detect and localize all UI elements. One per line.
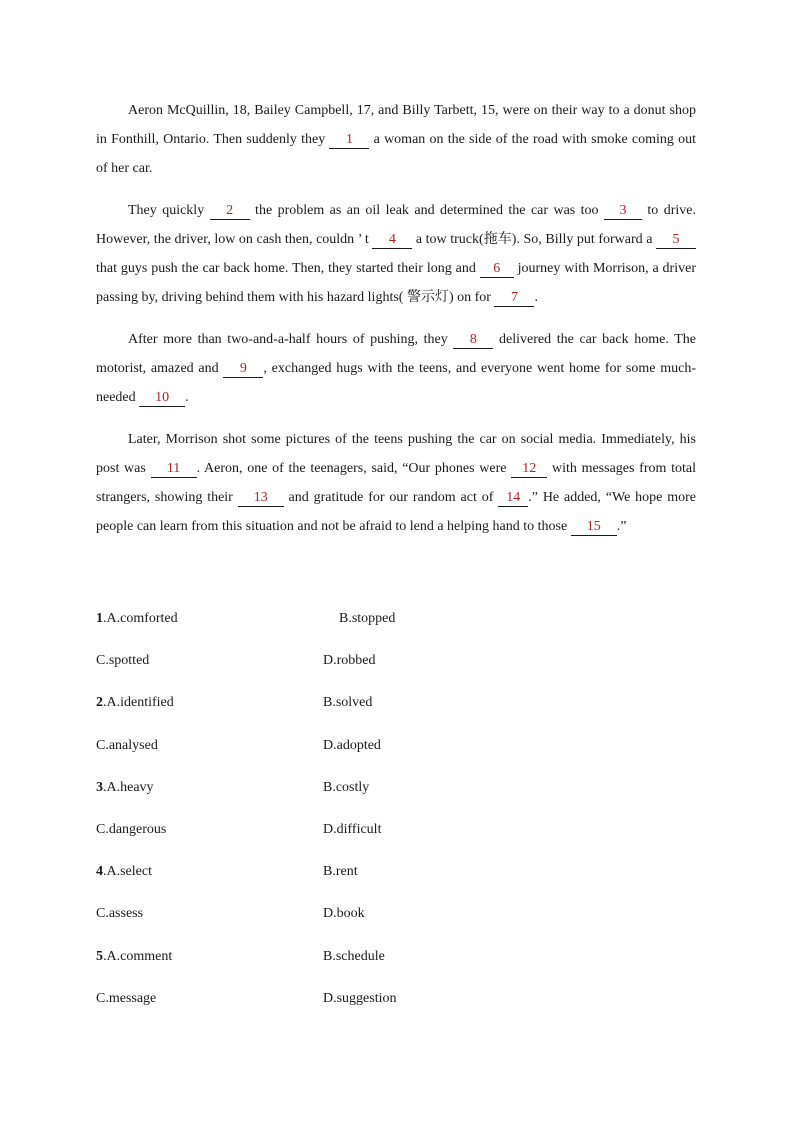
option-a-text: .A.comment [103,948,173,964]
blank-9: 9 [223,361,263,378]
passage-text: journey with Morrison, a driver passing by, driving behind them with his hazard lights( 警示灯) on for [96,261,696,305]
option-a[interactable] [96,780,154,796]
passage-text: .” [616,519,627,534]
passage-text: the problem as an oil leak and determined the car was too [249,203,604,218]
blank-7: 7 [494,290,534,307]
blank-14: 14 [498,490,528,507]
option-d[interactable]: D.suggestion [323,990,397,1006]
paragraph-1 [96,96,696,183]
question-3-row-cd [96,822,696,864]
passage-text: and gratitude for our random act of [283,490,499,505]
blank-13: 13 [238,490,284,507]
option-c[interactable]: C.analysed [96,737,158,753]
question-number: 3 [96,779,103,795]
question-5-row-cd [96,991,696,1033]
option-c[interactable]: C.spotted [96,653,150,669]
option-a-text: .A.identified [103,695,174,711]
option-a[interactable] [96,611,178,627]
question-3-row-ab [96,780,696,822]
option-c[interactable]: C.dangerous [96,821,167,837]
option-a[interactable] [96,864,152,880]
passage-text: delivered the car back home. The motorist, amazed and [96,332,696,376]
option-c[interactable]: C.assess [96,906,144,922]
paragraph-2 [96,196,696,312]
option-a[interactable] [96,949,172,965]
blank-4: 4 [372,232,412,249]
passage-text: After more than two-and-a-half hours of pushing, they [128,332,454,347]
passage-text: . Aeron, one of the teenagers, said, “Our phones were [196,461,512,476]
question-number: 1 [96,611,103,626]
option-d[interactable]: D.book [323,906,365,922]
option-d[interactable]: D.robbed [323,653,376,669]
option-a[interactable] [96,695,174,711]
blank-12: 12 [511,461,547,478]
option-a-text: .A.select [103,864,152,880]
option-b[interactable]: B.costly [323,779,370,795]
question-1-row-cd [96,653,696,695]
passage-text: that guys push the car back home. Then, they started their long and [96,261,480,276]
passage-text: Later, Morrison shot some pictures of the teens pushing the car on social media. Immediately, his post was [96,432,696,476]
question-number: 4 [96,864,103,880]
question-2-row-ab [96,695,696,737]
question-number: 5 [96,948,103,964]
question-list [96,611,696,1033]
question-number: 2 [96,695,103,711]
option-b[interactable]: B.stopped [339,611,396,626]
passage-text: .” He added, “We hope more people can learn from this situation and not be afraid to lend a helping hand to those [96,490,696,534]
passage-text: a woman on the side of the road with smoke coming out of her car. [96,132,696,176]
question-5-row-ab [96,949,696,991]
passage-text: with messages from total strangers, showing their [96,461,696,505]
blank-6: 6 [480,261,514,278]
blank-3: 3 [604,203,642,220]
blank-1: 1 [329,132,369,149]
passage-text: to drive. However, the driver, low on cash then, couldn ’ t [96,203,696,247]
question-1-row-ab [96,611,696,653]
option-c[interactable]: C.message [96,990,157,1006]
question-4-row-ab [96,864,696,906]
passage-text: . [534,290,538,305]
passage-text: . [185,390,189,405]
blank-8: 8 [453,332,493,349]
passage-text: They quickly [128,203,210,218]
passage-text: , exchanged hugs with the teens, and everyone went home for some much-needed [96,361,696,405]
question-2-row-cd [96,738,696,780]
blank-5: 5 [656,232,696,249]
option-a-text: .A.comforted [103,611,178,626]
option-b[interactable]: B.solved [323,695,373,711]
passage-text: Aeron McQuillin, 18, Bailey Campbell, 17, and Billy Tarbett, 15, were on their way to a donut shop in Fonthill, Ontario. Then suddenly they [96,103,696,147]
cloze-passage [96,96,696,554]
blank-10: 10 [139,390,185,407]
option-b[interactable]: B.rent [323,864,358,880]
option-d[interactable]: D.adopted [323,737,381,753]
option-d[interactable]: D.difficult [323,821,382,837]
blank-15: 15 [571,519,617,536]
blank-11: 11 [151,461,197,478]
paragraph-3 [96,325,696,412]
passage-text: a tow truck(拖车). So, Billy put forward a [412,232,656,247]
question-4-row-cd [96,906,696,948]
blank-2: 2 [210,203,250,220]
paragraph-4 [96,425,696,541]
option-a-text: .A.heavy [103,779,154,795]
option-b[interactable]: B.schedule [323,948,385,964]
